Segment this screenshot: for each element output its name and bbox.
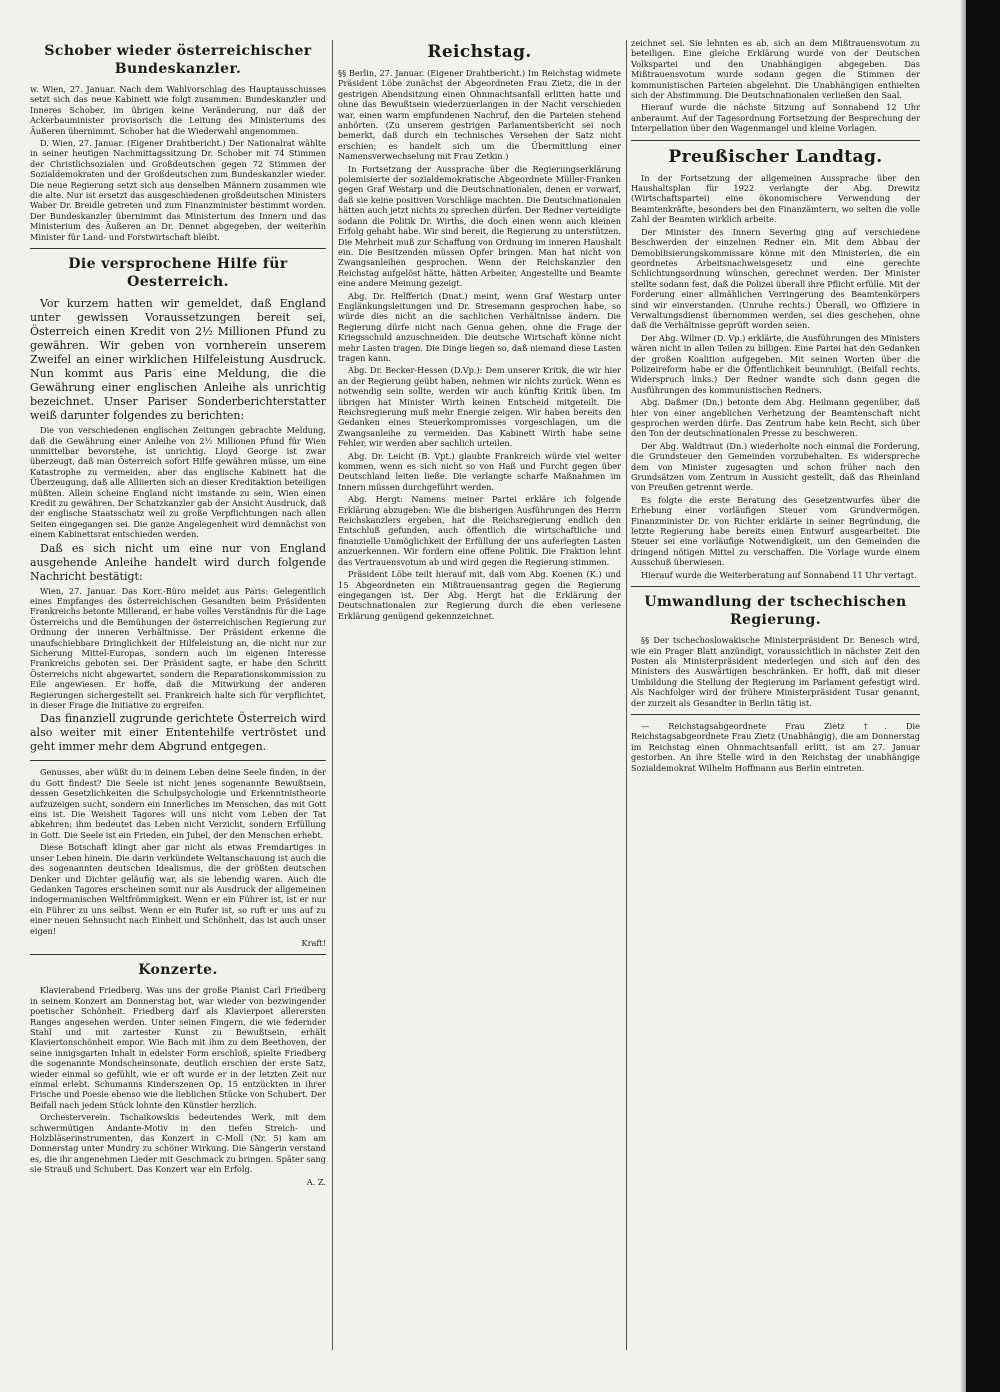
divider <box>631 714 920 715</box>
article-paragraph: Hierauf wurde die Weiterberatung auf Sonnabend 11 Uhr vertagt. <box>641 569 917 580</box>
article-paragraph: Der Minister des Innern Severing ging auf verschiedene Beschwerden der einzelnen Redner ein. Mit dem Abbau der Demobilisierungskommissare könne mit den Ministerien, die ein geordnetes Arbeitsnachweisgesetz und eine gerechte Schlichtungsordnung wünschen, gerechnet werden. Der Minister stellte sodann fest, daß die Polizei überall ihre Pflicht erfülle. Mit der Forderung einer allmählichen Verringerung des Beamtenkörpers sind wir einverstanden. (Unruhe rechts.) Überall, wo Offiziere in Verwaltungsdienst übernommen werden, sei dies geschehen, ohne daß die Verhältnisse geprüft worden seien. <box>631 226 920 331</box>
column-right <box>631 38 920 1368</box>
article-lead: Das finanziell zugrunde gerichtete Österreich wird also weiter mit einer Ententehilfe vertröstet und geht immer mehr dem Abgrund entgegen. <box>30 712 326 754</box>
feuilleton-sign: Kraft! <box>301 937 326 948</box>
feuilleton-paragraph: Diese Botschaft klingt aber gar nicht als etwas Fremdartiges in unser Leben hinein. Die darin verkündete Weltanschauung ist auch die des sogenannten deutschen Idealismus, die der größten deutschen Denker und Dichter geläufig war, als sie lebendig waren. Auch die Gedanken Tagores erscheinen somit nur als Ausdruck der allgemeinen indogermanischen Weltfrömmigkeit. Wenn er ein Führer ist, ist er nur ein Führer zu uns selbst. Wenn er ein Rufer ist, so ruft er uns auf zu einer neuen Sehnsucht nach Einheit und Schönheit, das ist auch unser eigen! <box>30 842 326 936</box>
headline-reichstag: Reichstag. <box>427 42 532 62</box>
headline-landtag: Preußischer Landtag. <box>668 146 883 167</box>
article-paragraph: §§ Berlin, 27. Januar. (Eigener Drahtbericht.) Im Reichstag widmete Präsident Löbe zunächst der Abgeordneten Frau Zietz, die in der gestrigen Abendsitzung einen Ohnmachtsanfall erlitten hatte und ohne das Bewußtsein wiederzuerlangen in der Nacht verschieden war, einen warm empfundenen Nachruf, den die Parteien stehend anhörten. (Zu unserem gestrigen Parlamentsbericht sei noch bemerkt, daß durch ein technisches Versehen der Satz nicht erschien; es handelt sich um die Übermittlung einer Namensverwechselung mit Frau Zetkin.) <box>338 68 621 162</box>
article-paragraph: In der Fortsetzung der allgemeinen Aussprache über den Haushaltsplan für 1922 verlangte der Abg. Drewitz (Wirtschaftspartei) eine ökonomischere Verwendung der Beamtenkräfte, besonders bei den Finanzämtern, wo selten die volle Zahl der Beamten wirklich arbeite. <box>631 172 920 225</box>
scan-border <box>966 0 1000 1392</box>
article-paragraph: Abg. Dr. Leicht (B. Vpt.) glaubte Frankreich würde viel weiter kommen, wenn es sich nicht so von Haß und Furcht gegen über Deutschland leiten ließe. Die verlangte scharfe Maßnahmen im Innern müssen durchgeführt werden. <box>338 450 621 492</box>
article-paragraph: Die von verschiedenen englischen Zeitungen gebrachte Meldung, daß die Gewährung einer Anleihe von 2½ Millionen Pfund für Wien unmittelbar bevorstehe, ist unrichtig. Lloyd George ist zwar überzeugt, daß man Österreich sofort Hilfe gewähren müsse, um eine Katastrophe zu vermeiden, aber das englische Kabinett hat die Überzeugung, daß alle Alliierten sich an dieser Kreditaktion beteiligen müßten. Allein scheine England nicht imstande zu sein, Wien einen Kredit zu gewähren. Der Schatzkanzler gab der Ansicht Ausdruck, daß der englische Staatsschatz weil zu große Verpflichtungen nach allen Seiten eingegangen sei. Die ganze Angelegenheit wird demnächst von einem Kabinettsrat entschieden werden. <box>30 425 326 540</box>
article-paragraph: Abg. Hergt: Namens meiner Partei erkläre ich folgende Erklärung abzugeben: Wie die bisherigen Ausführungen des Herrn Reichskanzlers ergeben, hat die Reichsregierung endlich den Entschluß gefunden, auch öffentlich die wirtschaftliche und finanzielle Unmöglichkeit der Erfüllung der uns auferlegten Lasten anzuerkennen. Wir fordern eine offene Politik. Die Fraktion lehnt das Vertrauensvotum ab und wird gegen die Regierung stimmen. <box>338 494 621 567</box>
divider <box>631 586 920 587</box>
article-paragraph: Der Abg. Waldtraut (Dn.) wiederholte noch einmal die Forderung, die Grundsteuer den Gemeinden vorzubehalten. Es widerspreche dem von Minister zugesagten und schon früher nach den Grundsätzen vom Zentrum in Aussicht gestellt, daß das Rheinland von Preußen getrennt werde. <box>631 440 920 493</box>
article-paragraph: D. Wien, 27. Januar. (Eigener Drahtbericht.) Der Nationalrat wählte in seiner heutigen Nachmittagssitzung Dr. Schober mit 74 Stimmen der Christlichsozialen und Großdeutschen gegen 72 Stimmen der Sozialdemokraten und der Großdeutschen zum Bundeskanzler wieder. Die neue Regierung setzt sich aus denselben Männern zusammen wie die alte. Nur ist ersetzt das ausgeschiedenen großdeutschen Ministers Waber Dr. Breidle getreten und zum Finanzminister bestimmt worden. Der Bundeskanzler übernimmt das Ministerium des Innern und das Ministerium des Äußeren an Dr. Dennet abgegeben, der weiterhin Minister für Land- und Forstwirtschaft bleibt. <box>30 138 326 242</box>
divider <box>631 140 920 141</box>
article-paragraph: Es folgte die erste Beratung des Gesetzentwurfes über die Erhebung einer vorläufigen Steuer vom Grundvermögen. Finanzminister Dr. von Richter erklärte in seiner Begründung, die letzte Regierung habe bereits einen Entwurf ausgearbeitet. Die Steuer sei eine vorläufige Notwendigkeit, um den Gemeinden die dringend nötigen Mittel zu verschaffen. Die Vorlage wurde einem Ausschuß überwiesen. <box>631 494 920 568</box>
article-paragraph: §§ Der tschechoslowakische Ministerpräsident Dr. Benesch wird, wie ein Prager Blatt anzündigt, voraussichtlich in nächster Zeit den Posten als Ministerpräsident niederlegen und sich auf den des Ministers des Auswärtigen beschränken. Er hofft, daß mit dieser Umbildung die Stellung der Regierung im Parlament gefestigt wird. Als Nachfolger wird der frühere Ministerpräsident Tusar genannt, der zurzeit als Gesandter in Berlin tätig ist. <box>631 635 920 708</box>
article-paragraph: Der Abg. Wilmer (D. Vp.) erklärte, die Ausführungen des Ministers wären nicht in allen Teilen zu billigen. Eine Partei hat den Gedanken der großen Koalition aufgegeben. Mit seinen Worten über die Polizeireform habe er die Öffentlichkeit beunruhigt. (Beifall rechts. Widerspruch links.) Der Redner wandte sich dann gegen die Ausführungen des kommunistischen Redners. <box>631 332 920 395</box>
headline-hilfe: Die versprochene Hilfe für Oesterreich. <box>68 256 288 291</box>
divider <box>30 760 326 761</box>
divider <box>30 248 326 249</box>
headline-konzerte: Konzerte. <box>138 962 218 979</box>
feuilleton-paragraph: Genusses, aber wüßt du in deinem Leben deine Seele finden, in der du Gott findest? Die Seele ist nicht jenes sogenannte Bewußtsein, dessen Gesetzlichkeiten die Schulpsychologie und Erkenntnistheorie aufzuzeigen sucht, sondern ein Innerliches im Menschen, das mit Gott eins ist. Die Weisheit Tagores will uns nicht vom Leben der Tat abkehren; ihm bedeutet das Leben nicht Verzicht, sondern Erfüllung in Gott. Die Seele ist ein Frieden, ein Jubel, der den Menschen erhebt. <box>30 767 326 840</box>
divider <box>30 954 326 955</box>
article-paragraph: Präsident Löbe teilt hierauf mit, daß vom Abg. Koenen (K.) und 15 Abgeordneten ein Mißtrauensantrag gegen die Regierung eingegangen ist. Der Abg. Hergt hat die Erklärung der Deutschnationalen zur Regierung durch die eben verlesene Erklärung genügend gekennzeichnet. <box>338 569 621 621</box>
article-paragraph: Abg. Dr. Helfferich (Dnat.) meint, wenn Graf Westarp unter Englänkungsleitungen und Dr. Stresemann gesprochen habe, so würde dies nicht an die sachlichen Verhältnisse ändern. Die Regierung dürfe nicht nach Genua gehen, ohne die Frage der Kriegsschuld anzuschneiden. Die deutsche Wirtschaft könne nicht mehr Lasten tragen. Die Dinge liegen so, daß niemand diese Lasten tragen kann. <box>338 290 621 363</box>
article-paragraph: w. Wien, 27. Januar. Nach dem Wahlvorschlag des Hauptausschusses setzt sich das neue Kabinett wie folgt zusammen: Bundeskanzler und Inneres Schober, im übrigen keine Veränderung, nur daß der Ackerbauminister provisorisch die Leitung des Ministeriums des Äußeren übernimmt. Schober hat die Wiederwahl angenommen. <box>30 84 326 136</box>
review-paragraph: Klavierabend Friedberg. Was uns der große Pianist Carl Friedberg in seinem Konzert am Donnerstag bot, war wieder von bezwingender poetischer Schönheit. Friedberg darf als Klavierpoet allerersten Ranges angesehen werden. Unter seinen Fingern, die wie federnder Stahl und mit zartester Kunst zu Bewußtsein, erhält Klaviertonschönheit empor. Wie Bach mit ihm zu dem Beethoven, der seine innigsgarten Inhalt in edelster Form erschloß, spielte Friedberg die sogenannte Mondscheinsonate, deutlich erschien der erste Satz, wieder einmal so gefühlt, wie er oft wurde er in der letzten Zeit nur einmal erlebt. Schumanns Kinderszenen Op. 15 entzückten in ihrer Frische und Poesie ebenso wie die lieblichen Stücke von Schubert. Der Beifall nach jedem Stück lohnte den Künstler herzlich. <box>30 985 326 1110</box>
article-paragraph: Hierauf wurde die nächste Sitzung auf Sonnabend 12 Uhr anberaumt. Auf der Tagesordnung Fortsetzung der Besprechung der Interpellation über den Wagenmangel und kleine Vorlagen. <box>631 102 920 134</box>
column-divider <box>332 40 333 1350</box>
headline-schober: Schober wieder österreichischer Bundeskanzler. <box>44 43 312 77</box>
article-lead: Daß es sich nicht um eine nur von England ausgehende Anleihe handelt wird durch folgende Nachricht bestätigt: <box>30 541 326 583</box>
article-paragraph: In Fortsetzung der Aussprache über die Regierungserklärung polemisierte der sozialdemokratische Abgeordnete Müller-Franken gegen Graf Westarp und die Deutschnationalen, denen er vorwarf, daß sie keine positiven Vorschläge machten. Die Deutschnationalen hätten auch jetzt nichts zu sprechen dürfen. Der Redner verteidigte sodann die Politik Dr. Wirths, die doch einen wenn auch kleinen Erfolg gehabt habe. Wir sind bereit, die Regierung zu unterstützen. Die Mehrheit muß zur Schaffung von Ordnung im inneren Haushalt ein. Die Besitzenden müssen Opfer bringen. Man hat nicht von Zwangsanleihen gesprochen. Wenn der Reichskanzler den Reichstag aufgelöst hätte, hätten Arbeiter, Angestellte und Beamte eine andere Meinung gezeigt. <box>338 163 621 289</box>
column-middle <box>338 38 621 1368</box>
article-paragraph: Wien, 27. Januar. Das Korr.-Büro meldet aus Paris: Gelegentlich eines Empfanges des österreichischen Gesandten beim Präsidenten Frankreichs betonte Millerand, er habe volles Verständnis für die Lage Österreichs und die Bemühungen der österreichischen Regierung zur Ordnung der inneren Verhältnisse. Der Präsident erkenne die unaufschiebbare Dringlichkeit der Hilfeleistung an, die nicht nur zur Sicherung Mittel-Europas, sondern auch im eigenen Interesse Frankreichs geboten sei. Der Präsident sagte, er habe den Schritt Österreichs nicht abgewartet, sondern die Reparationskommission zu Eile angewiesen. Er hoffe, daß die Mitwirkung der anderen Regierungen sichergestellt sei. Frankreich halte sich für verpflichtet, in dieser Frage die Initiative zu ergreifen. <box>30 585 326 711</box>
column-left <box>30 38 326 1368</box>
article-paragraph: zeichnet sei. Sie lehnten es ab, sich an dem Mißtrauensvotum zu beteiligen. Eine gleiche Erklärung wurde von der Deutschen Volkspartei und den Unabhängigen abgegeben. Das Mißtrauensvotum wurde sodann gegen die Stimmen der kommunistischen Parteien abgelehnt. Die Unabhängigen enthielten sich der Abstimmung. Die Deutschnationalen verließen den Saal. <box>631 38 920 101</box>
article-lead: Vor kurzem hatten wir gemeldet, daß England unter gewissen Voraussetzungen bereit sei, Österreich einen Kredit von 2½ Millionen Pfund zu gewähren. Wir geben von vornherein unserem Zweifel an einer wirklichen Hilfeleistung Ausdruck. Nun kommt aus Paris eine Meldung, die die Gewährung einer englischen Anleihe als unrichtig bezeichnet. Unser Pariser Sonderberichterstatter weiß darunter folgendes zu berichten: <box>30 297 326 423</box>
column-divider <box>626 40 627 1350</box>
review-paragraph: Orchesterverein. Tschaikowskis bedeutendes Werk, mit dem schwermütigen Andante-Motiv in den tiefen Streich- und Holzbläserinstrumenten, das Konzert in C-Moll (Nr. 5) kam am Donnerstag unter Mundry zu schöner Wirkung. Die Sängerin verstand es, die ihr angenehmen Lieder mit Geschmack zu bringen. Später sang sie Strauß und Schubert. Das Konzert war ein Erfolg. <box>30 1112 326 1175</box>
review-sign: A. Z. <box>306 1176 326 1187</box>
headline-tschechisch: Umwandlung der tschechischen Regierung. <box>644 594 907 629</box>
article-paragraph: Abg. Dr. Becker-Hessen (D.Vp.): Dem unserer Kritik, die wir hier an der Regierung geübt haben, nehmen wir nichts zurück. Wenn es notwendig sein sollte, werden wir auch künftig Kritik üben. Im übrigen hat Minister Wirth keinen Entscheid mitgeteilt. Die Reichsregierung muß mehr Energie zeigen. Wir haben bereits den Gedanken eines Steuerkompromisses vorgeschlagen, um die Zwangsanleihe zu vermeiden. Das Kabinett Wirth habe seine Fehler, wir werden aber sachlich urteilen. <box>338 365 621 449</box>
article-paragraph: Abg. Daßmer (Dn.) betonte dem Abg. Heilmann gegenüber, daß hier von einer angeblichen Verhetzung der Beamtenschaft nicht gesprochen werden dürfe. Das Zentrum habe kein Recht, sich über den Ton der deutschnationalen Presse zu beschweren. <box>631 397 920 439</box>
notice-paragraph: — Reichstagsabgeordnete Frau Zietz †. Die Reichstagsabgeordnete Frau Zietz (Unabhängig), die am Donnerstag im Reichstag einen Ohnmachtsanfall erlitt, ist am 27. Januar gestorben. An ihre Stelle wird in den Reichstag der unabhängige Sozialdemokrat Wilhelm Hoffmann aus Berlin eintreten. <box>631 720 920 773</box>
